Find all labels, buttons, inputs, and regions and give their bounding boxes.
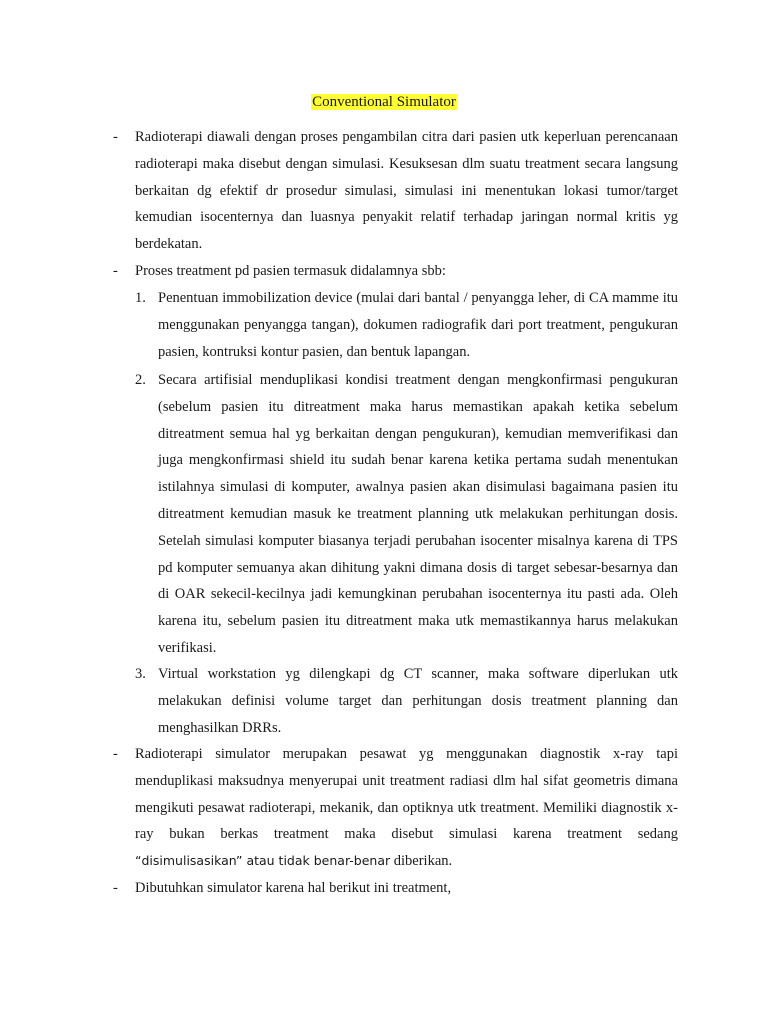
list-item-2: Secara artifisial menduplikasi kondisi treatment dengan mengkonfirmasi pengukuran (sebelum pasien itu ditreatment maka harus memastikan apakah ketika sebelum ditreatment semua hal yg berkaitan dengan pengukuran), kemudian memverifikasi dan juga mengkonfirmasi shield itu sudah benar karena ketika pertama sudah menentukan istilahnya simulasi di komputer, awalnya pasien akan disimulasi bagaimana pasien itu ditreatment kemudian masuk ke treatment planning utk melakukan perhitungan dosis. Setelah simulasi komputer biasanya terjadi perubahan isocenter misalnya karena di TPS pd komputer semuanya akan dihitung yakni dimana dosis di target sebesar-besarnya dan di OAR sekecil-kecilnya jadi kemungkinan perubahan isocenternya itu pasti ada. Oleh karena itu, sebelum pasien itu ditreatment maka utk memastikannya harus melakukan verifikasi. <box>158 372 678 656</box>
bullet-text-4: Dibutuhkan simulator karena hal berikut ini treatment, <box>135 880 452 896</box>
title-container <box>0 92 768 112</box>
list-item-3: Virtual workstation yg dilengkapi dg CT scanner, maka software diperlukan utk melakukan definisi volume target dan perhitungan dosis treatment planning dan menghasilkan DRRs. <box>158 666 678 736</box>
bullet-text-1: Radioterapi diawali dengan proses pengambilan citra dari pasien utk keperluan perencanaan radioterapi maka disebut dengan simulasi. Kesuksesan dlm suatu treatment secara langsung berkaitan dg efektif dr prosedur simulasi, simulasi ini menentukan lokasi tumor/target kemudian isocenternya dan luasnya penyakit relatif terhadap jaringan normal kritis yg berdekatan. <box>135 129 678 253</box>
list-number-2: 2. <box>135 372 146 388</box>
bullet-text-3-quoted: “disimulisasikan” atau tidak benar-benar <box>135 853 391 869</box>
list-number-3: 3. <box>135 666 146 682</box>
list-item-1: Penentuan immobilization device (mulai dari bantal / penyangga leher, di CA mamme itu menggunakan penyangga tangan), dokumen radiografik dari port treatment, pengukuran pasien, kontruksi kontur pasien, dan bentuk lapangan. <box>158 290 678 360</box>
bullet-text-2: Proses treatment pd pasien termasuk didalamnya sbb: <box>135 263 446 279</box>
bullet-text-3-main: Radioterapi simulator merupakan pesawat yg menggunakan diagnostik x-ray tapi menduplikasi maksudnya menyerupai unit treatment radiasi dlm hal sifat geometris dimana mengikuti pesawat radioterapi, mekanik, dan optiknya utk treatment. Memiliki diagnostik x-ray bukan berkas treatment maka disebut simulasi karena treatment sedang <box>135 746 678 843</box>
bullet-marker: - <box>113 880 118 896</box>
bullet-text-3 <box>135 741 678 875</box>
bullet-marker: - <box>113 746 118 762</box>
bullet-marker: - <box>113 129 118 145</box>
list-number-1: 1. <box>135 290 146 306</box>
document-title: Conventional Simulator <box>312 94 456 110</box>
bullet-marker: - <box>113 263 118 279</box>
bullet-text-3-end: diberikan. <box>390 853 453 870</box>
